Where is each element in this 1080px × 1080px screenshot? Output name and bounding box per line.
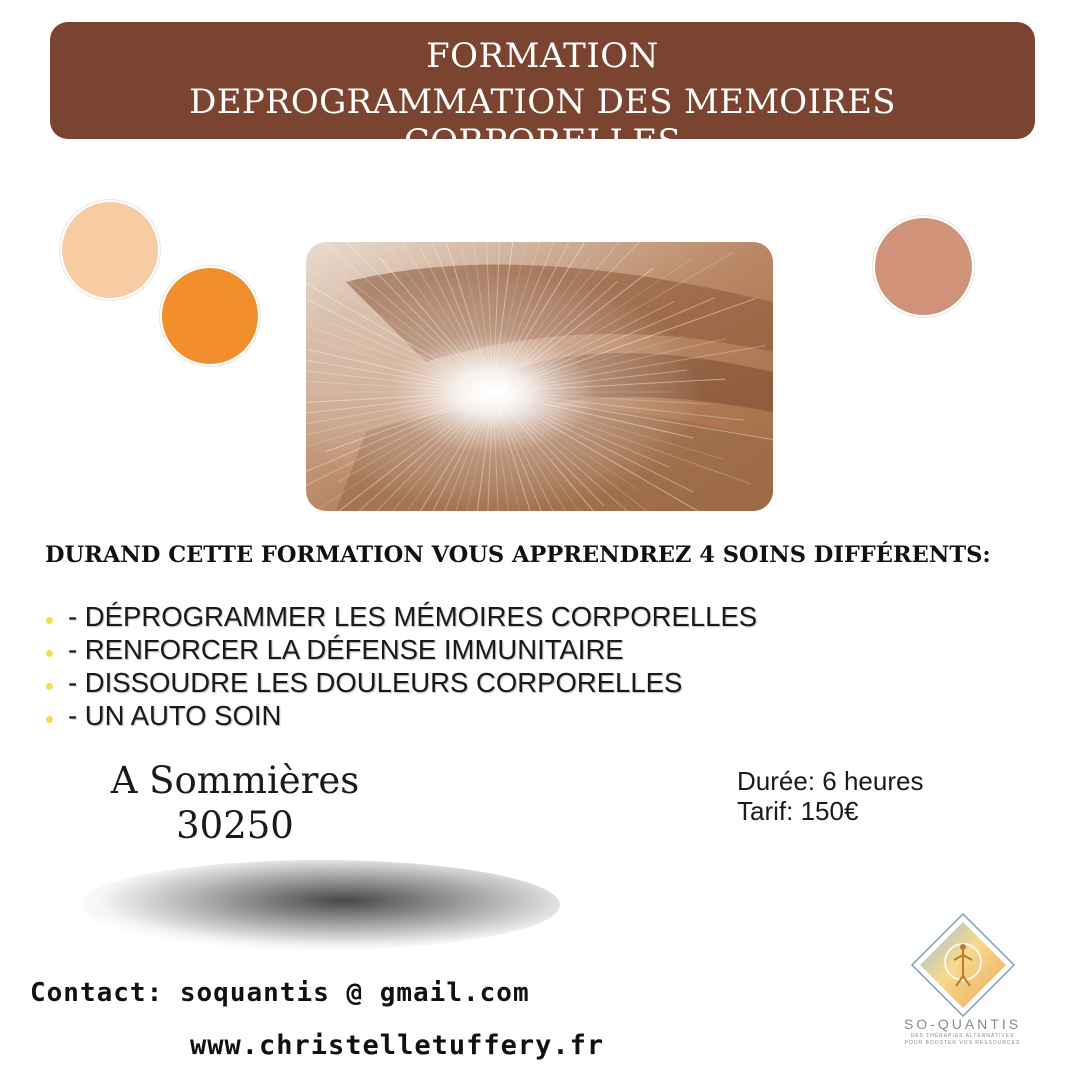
title-line-2: DEPROGRAMMATION DES MEMOIRES CORPORELLES xyxy=(189,82,896,162)
decorative-circle-rose xyxy=(873,216,974,317)
bullet-icon xyxy=(46,650,53,657)
website-link[interactable]: www.christelletuffery.fr xyxy=(190,1030,605,1061)
light-burst-hands-image xyxy=(306,242,773,511)
contact-email: Contact: soquantis @ gmail.com xyxy=(30,978,530,1008)
location-city: A Sommières xyxy=(110,759,360,802)
list-item: - UN AUTO SOIN xyxy=(44,699,757,732)
logo-tagline: DES THÉRAPIES ALTERNATIVES POUR BOOSTER VOS RESSOURCES xyxy=(904,1033,1021,1046)
soins-list xyxy=(44,600,757,732)
title-banner xyxy=(50,22,1035,162)
logo-name: SO-QUANTIS xyxy=(903,1016,1022,1032)
decorative-shadow xyxy=(80,860,560,950)
duration-text: Durée: 6 heures xyxy=(737,766,924,796)
location xyxy=(100,760,370,850)
formation-details xyxy=(737,766,923,826)
list-item: - DÉPROGRAMMER LES MÉMOIRES CORPORELLES xyxy=(44,600,757,633)
so-quantis-logo-icon xyxy=(908,910,1018,1020)
formation-heading: DURAND CETTE FORMATION VOUS APPRENDREZ 4 SOINS DIFFÉRENTS: xyxy=(45,542,991,568)
price-text: Tarif: 150€ xyxy=(737,796,859,826)
bullet-icon xyxy=(46,617,53,624)
bullet-icon xyxy=(46,683,53,690)
decorative-circle-peach xyxy=(60,200,160,300)
bullet-icon xyxy=(46,716,53,723)
title-line-1: FORMATION xyxy=(426,36,659,76)
list-item: - DISSOUDRE LES DOULEURS CORPORELLES xyxy=(44,666,757,699)
list-item: - RENFORCER LA DÉFENSE IMMUNITAIRE xyxy=(44,633,757,666)
decorative-circle-orange xyxy=(160,266,260,366)
location-postcode: 30250 xyxy=(176,804,294,847)
